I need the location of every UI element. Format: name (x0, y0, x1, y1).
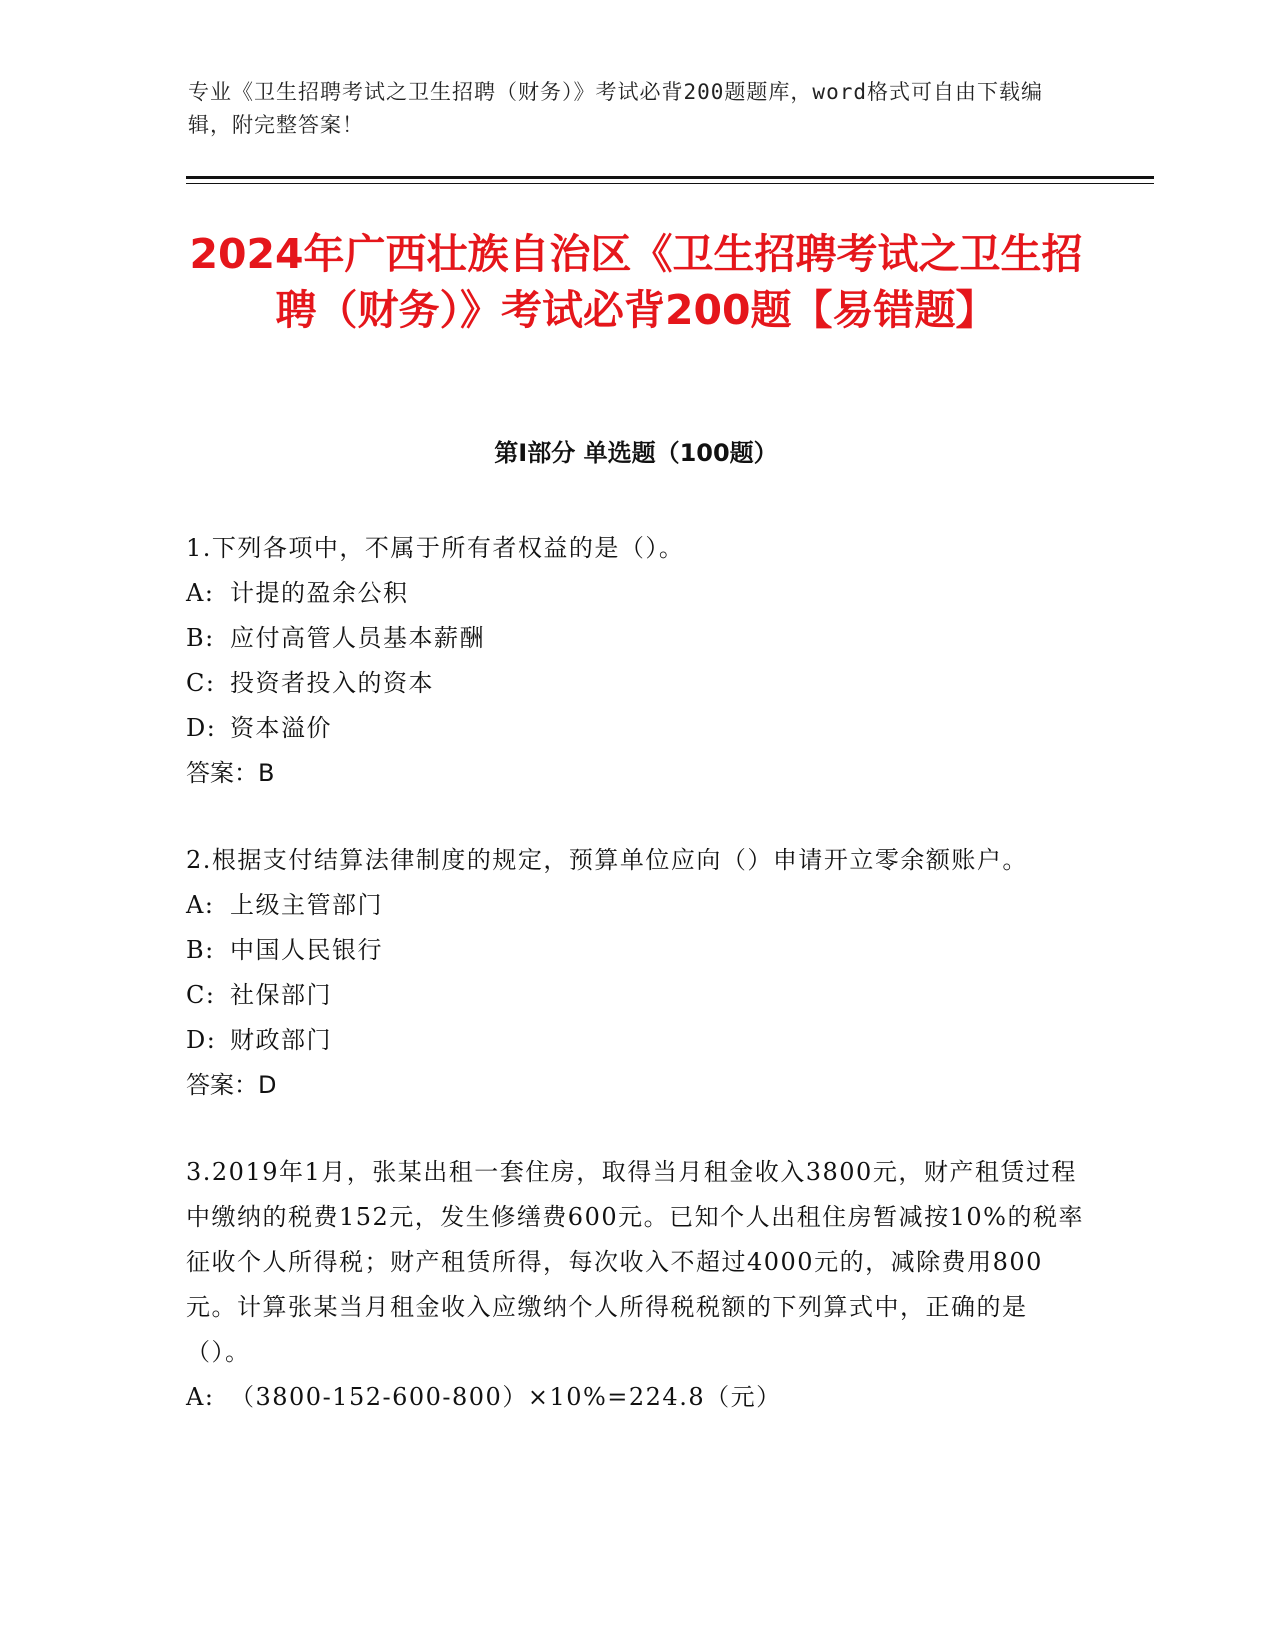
option-a (186, 571, 1086, 616)
header-note: 专业《卫生招聘考试之卫生招聘（财务）》考试必背200题题库，word格式可自由下载编辑，附完整答案！ (188, 80, 1043, 137)
option-letter: A: (186, 1383, 215, 1411)
option-text: 中国人民银行 (230, 936, 383, 964)
option-a (186, 883, 1086, 928)
question-stem: 3.2019年1月，张某出租一套住房，取得当月租金收入3800元，财产租赁过程中缴纳的税费152元，发生修缮费600元。已知个人出租住房暂减按10%的税率征收个人所得税；财产租赁所得，每次收入不超过4000元的，减除费用800元。计算张某当月租金收入应缴纳个人所得税税额的下列算式中，正确的是（）。 (186, 1158, 1084, 1366)
option-letter: A: (186, 579, 215, 607)
option-b (186, 928, 1086, 973)
answer: 答案：D (186, 1071, 277, 1099)
question-stem: 2.根据支付结算法律制度的规定，预算单位应向（）申请开立零余额账户。 (186, 846, 1028, 874)
question-2 (186, 838, 1086, 1108)
option-letter: C: (186, 981, 216, 1009)
option-letter: D: (186, 1026, 217, 1054)
option-a (186, 1375, 1086, 1420)
question-3 (186, 1150, 1086, 1420)
section-title: 第I部分 单选题（100题） (494, 439, 778, 467)
option-text: 财政部门 (230, 1026, 332, 1054)
option-c (186, 973, 1086, 1018)
option-letter: C: (186, 669, 216, 697)
header-rule-thick (186, 176, 1154, 179)
option-letter: D: (186, 714, 217, 742)
option-text: 上级主管部门 (230, 891, 383, 919)
question-stem: 1.下列各项中，不属于所有者权益的是（）。 (186, 534, 685, 562)
option-text: 应付高管人员基本薪酬 (230, 624, 485, 652)
option-letter: B: (186, 624, 215, 652)
option-text: 社保部门 (230, 981, 332, 1009)
option-c (186, 661, 1086, 706)
option-text: （3800-152-600-800）×10%=224.8（元） (230, 1383, 782, 1411)
document-title: 2024年广西壮族自治区《卫生招聘考试之卫生招聘（财务）》考试必背200题【易错题】 (189, 230, 1083, 334)
option-b (186, 616, 1086, 661)
option-text: 投资者投入的资本 (230, 669, 434, 697)
question-1 (186, 526, 1086, 796)
option-letter: B: (186, 936, 215, 964)
option-d (186, 706, 1086, 751)
option-text: 计提的盈余公积 (230, 579, 409, 607)
header-rule-thin (186, 183, 1154, 184)
option-letter: A: (186, 891, 215, 919)
option-d (186, 1018, 1086, 1063)
option-text: 资本溢价 (230, 714, 332, 742)
answer: 答案：B (186, 759, 275, 787)
question-list (186, 526, 1086, 1462)
